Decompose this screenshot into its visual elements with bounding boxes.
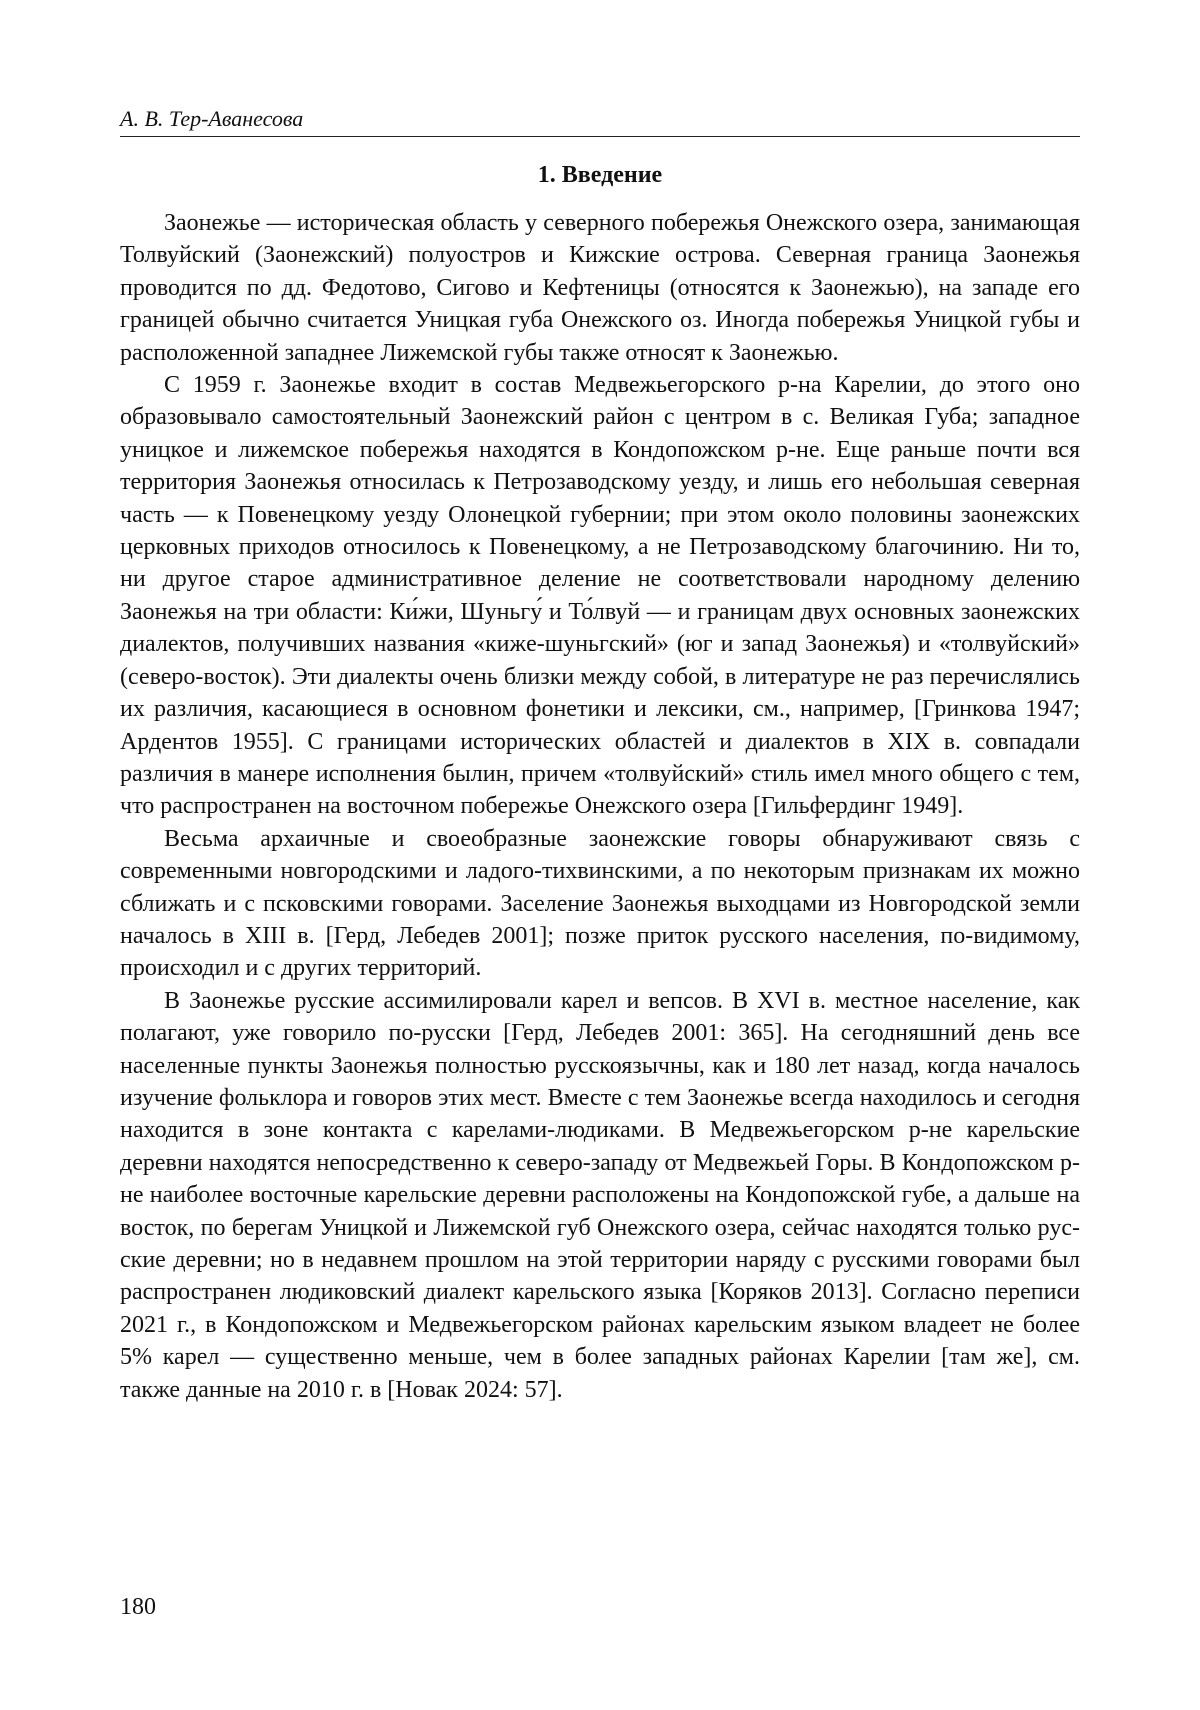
paragraph-1: Заонежье — историческая область у северного побережья Онежского озера, занимающая Толвуйский (Заонежский) полуостров и Кижские острова. Северная граница Заонежья проводится по дд. Федотово, Сигово и Кефтеницы (относятся к Заонежью), на западе его границей обычно считается Уницкая губа Онежского оз. Иногда побережья Уницкой губы и расположенной западнее Лижемской губы также относят к Заонежью. (120, 210, 1080, 366)
section-heading: 1. Введение (537, 162, 663, 188)
running-header: А. В. Тер-Аванесова (120, 106, 304, 131)
paragraph-3: Весьма архаичные и своеобразные заонежские говоры обнаруживают связь с современными новгородскими и ладого-тихвинскими, а по некоторым признакам их можно сближать и с псковскими говорами. Заселение Заонежья выходцами из Новгородской земли началось в XIII в. [Герд, Лебедев 2001]; позже приток русского населения, по-видимому, происходил и с других территорий. (120, 825, 1080, 982)
paragraph-2: С 1959 г. Заонежье входит в состав Медвежьегорского р-на Карелии, до этого оно образовывало самостоятельный Заонежский район с центром в с. Великая Губа; западное уницкое и лижемское побережья находятся в Кондопожском р-не. Еще раньше почти вся территория Заонежья относилась к Петрозаводскому уезду, и лишь его небольшая северная часть — к Повенецкому уезду Олонецкой губернии; при этом около половины заонежских церковных приходов относилось к Повенецкому, а не Петрозаводскому благочинию. Ни то, ни другое старое административное деление не соответствовали народному делению Заонежья на три области: Ки́жи, Шуньгу́ и То́лвуй — и границам двух основных заонежских диалектов, получивших названия «кижe-шуньгский» (юг и запад Заонежья) и «толвуйский» (северо-восток). Эти диалекты очень близки между собой, в литературе не раз перечислялись их различия, касающиеся в основном фонетики и лексики, см., например, [Гринкова 1947; Ардентов 1955]. С границами исторических областей и диалектов в XIX в. совпадали различия в манере исполнения былин, причем «толвуйский» стиль имел много общего с тем, что распространен на восточном побережье Онежского озера [Гильфердинг 1949]. (120, 372, 1080, 820)
page-number: 180 (120, 1594, 156, 1620)
paragraph-4: В Заонежье русские ассимилировали карел и вепсов. В XVI в. местное население, как полагают, уже говорило по-русски [Герд, Лебедев 2001: 365]. На сегодняшний день все населенные пункты Заонежья полностью русскоязычны, как и 180 лет назад, когда началось изучение фольклора и говоров этих мест. Вместе с тем Заонежье всегда находилось и сегодня находится в зоне контакта с карелами-людиками. В Медвежьегорском р-не карельские деревни находятся непосредственно к северо-западу от Медвежьей Горы. В Кондопожском р-не наиболее восточные карельские деревни расположены на Кондопожской губе, а дальше на восток, по берегам Уницкой и Лижемской губ Онежского озера, сейчас находятся только русские деревни; но в недавнем прошлом на этой территории наряду с русскими говорами был распространен людиковский диалект карельского языка [Коряков 2013]. Согласно переписи 2021 г., в Кондопожском и Медвежьегорском районах карельским языком владеет не более 5% карел — существенно меньше, чем в более западных районах Карелии [там же], см. также данные на 2010 г. в [Новак 2024: 57]. (120, 987, 1080, 1403)
header-rule (120, 136, 1080, 137)
body-text (120, 207, 1080, 1406)
